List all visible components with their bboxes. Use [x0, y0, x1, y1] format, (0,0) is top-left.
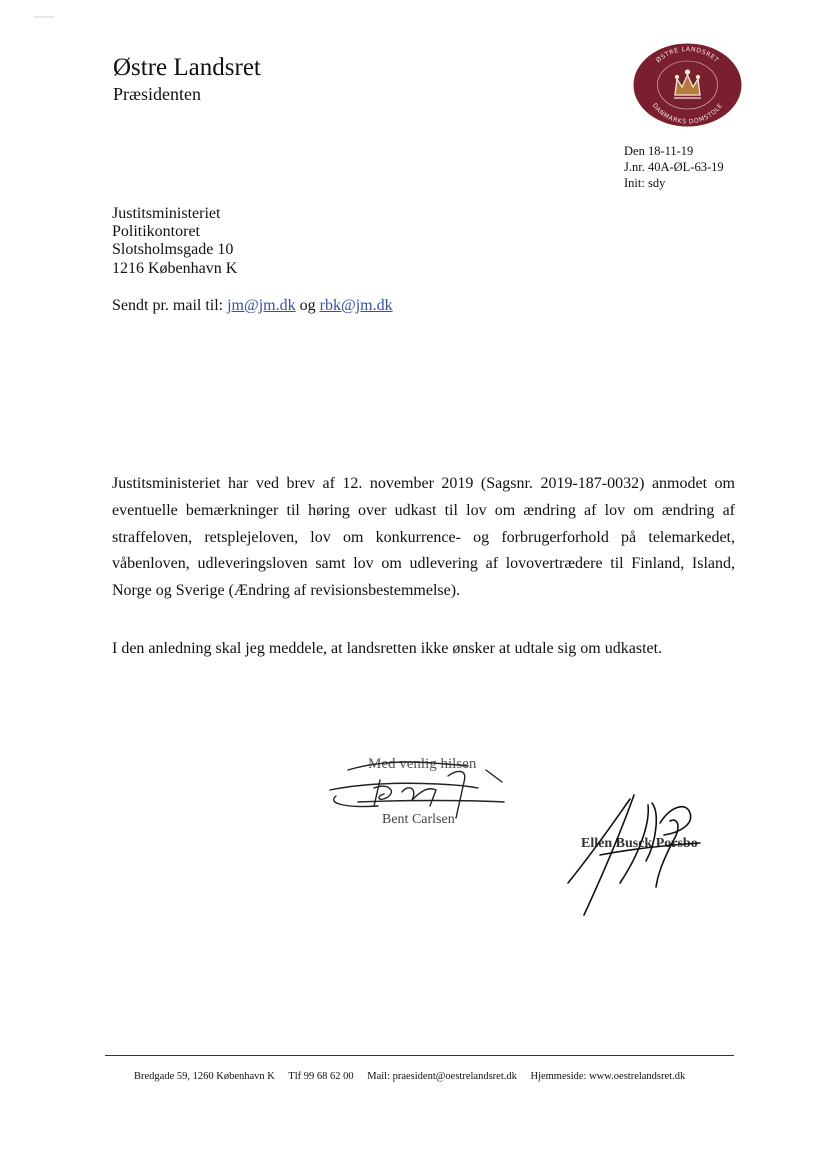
- letter-footer: [134, 1071, 696, 1082]
- footer-mail: Mail: praesident@oestrelandsret.dk: [367, 1071, 517, 1082]
- svg-text:ØSTRE LANDSRET: ØSTRE LANDSRET: [655, 45, 721, 65]
- initials: Init: sdy: [624, 176, 666, 190]
- closing-greeting: Med venlig hilsen: [368, 756, 477, 772]
- sent-by-mail-line: [112, 296, 393, 316]
- footer-divider: [105, 1055, 734, 1056]
- recipient-line-3: Slotsholmsgade 10: [112, 241, 234, 258]
- recipient-line-4: 1216 København K: [112, 260, 238, 277]
- recipient-line-1: Justitsministeriet: [112, 205, 221, 222]
- footer-address: Bredgade 59, 1260 København K: [134, 1071, 275, 1082]
- handwritten-signature-1: [318, 748, 518, 828]
- email-link-rbk[interactable]: rbk@jm.dk: [319, 297, 393, 314]
- sent-connector: og: [299, 297, 316, 314]
- letter-date: Den 18-11-19: [624, 144, 694, 158]
- footer-website: Hjemmeside: www.oestrelandsret.dk: [530, 1071, 686, 1082]
- scan-artifact: [34, 14, 54, 20]
- sent-prefix: Sendt pr. mail til:: [112, 297, 224, 314]
- footer-phone: Tlf 99 68 62 00: [288, 1071, 354, 1082]
- signer-1-name: Bent Carlsen: [382, 812, 455, 827]
- signer-2-name: Ellen Busck Porsbo: [581, 836, 698, 851]
- org-unit: Præsidenten: [113, 84, 201, 104]
- handwritten-signature-2: [560, 783, 710, 918]
- case-number: J.nr. 40A-ØL-63-19: [624, 160, 724, 174]
- body-paragraph-2: I den anledning skal jeg meddele, at landsretten ikke ønsker at udtale sig om udkastet.: [112, 640, 663, 657]
- email-link-jm[interactable]: jm@jm.dk: [227, 297, 296, 314]
- court-seal-logo: [633, 43, 742, 127]
- org-name: Østre Landsret: [113, 54, 261, 81]
- recipient-line-2: Politikontoret: [112, 223, 200, 240]
- body-paragraph-1: Justitsministeriet har ved brev af 12. november 2019 (Sagsnr. 2019-187-0032) anmodet om eventuelle bemærkninger til høring over udkast til lov om ændring af lov om ændring af straffeloven, retsplejeloven, lov om konkurrence- og forbrugerforhold på telemarkedet, våbenloven, udleveringsloven samt lov om udlevering af lovovertrædere til Finland, Island, Norge og Sverige (Ændring af revisionsbestemmelse).: [112, 475, 735, 600]
- svg-text:DANMARKS DOMSTOLE: DANMARKS DOMSTOLE: [650, 102, 725, 126]
